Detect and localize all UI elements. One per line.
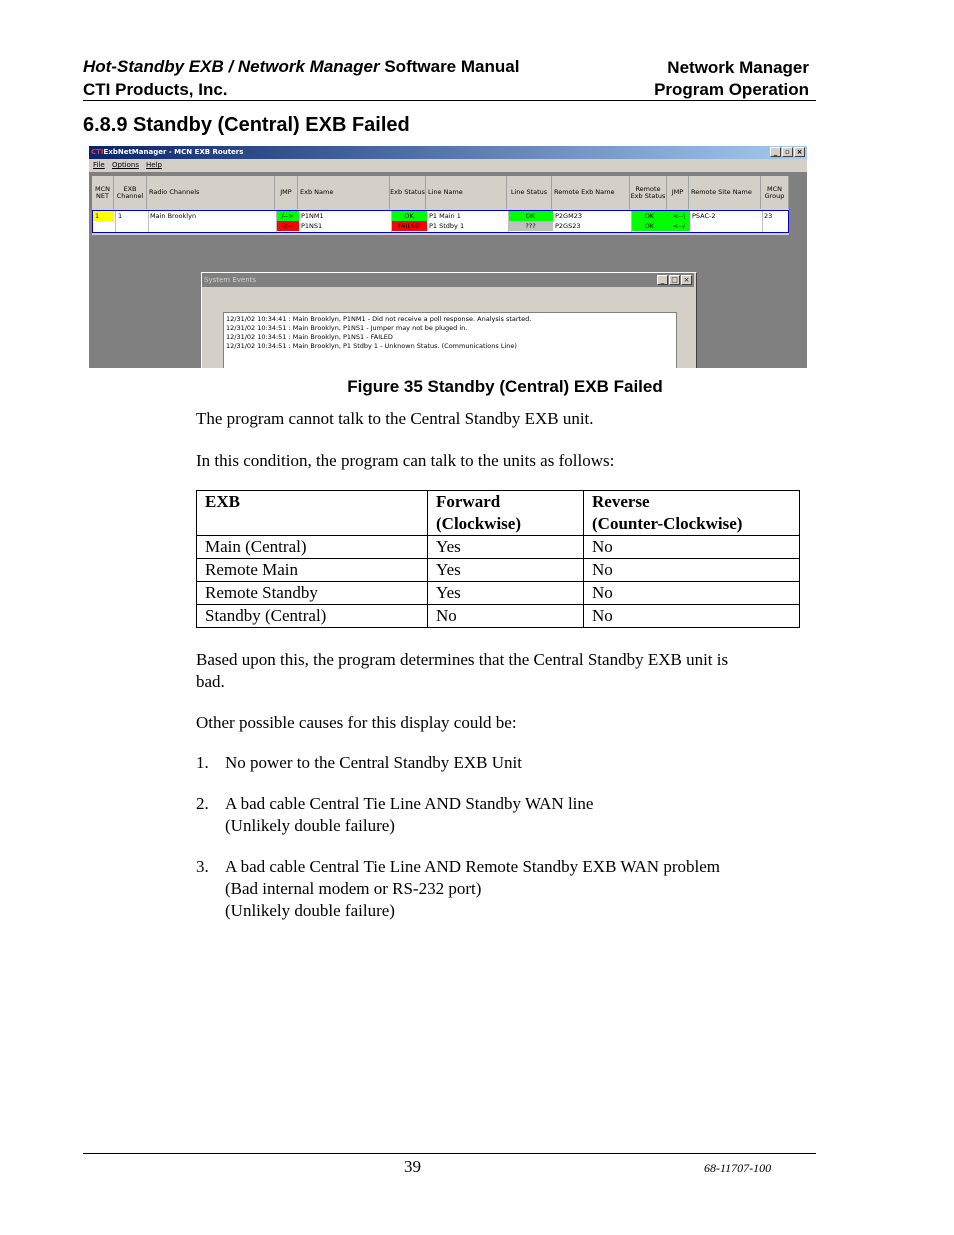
minimize-icon[interactable]: _ [657, 275, 668, 285]
col-mcn-net[interactable]: MCN NET [92, 176, 114, 209]
paragraph-line: bad. [196, 672, 225, 691]
table-cell: No [584, 582, 800, 605]
event-line: 12/31/02 10:34:51 : Main Brooklyn, P1NS1 - FAILED [226, 333, 393, 341]
cell-jmp[interactable]: /--> [276, 211, 299, 221]
app-logo: CTI [91, 148, 104, 156]
grid-divider [508, 211, 509, 232]
section-heading: 6.8.9 Standby (Central) EXB Failed [83, 114, 410, 136]
communication-table [196, 490, 800, 628]
list-item-line: (Bad internal modem or RS-232 port) [225, 879, 482, 898]
list-number: 1. [196, 753, 209, 772]
cell-remote-status[interactable]: OK [631, 211, 668, 221]
col-line-status[interactable]: Line Status [507, 176, 552, 209]
figure-screenshot [89, 146, 807, 368]
table-header-cell: Forward (Clockwise) [428, 491, 584, 536]
grid-divider [631, 211, 632, 232]
cell-jmp-remote[interactable]: <--/ [668, 221, 690, 231]
event-line: 12/31/02 10:34:41 : Main Brooklyn, P1NM1 - Did not receive a poll response. Analysis started. [226, 315, 532, 323]
col-exb-name[interactable]: Exb Name [298, 176, 390, 209]
cell-remote-exb[interactable]: P2GS23 [555, 222, 581, 230]
cell-group[interactable]: 23 [764, 212, 773, 220]
col-remote-exb-name[interactable]: Remote Exb Name [552, 176, 630, 209]
close-icon[interactable]: × [681, 275, 692, 285]
cell-mcn-net[interactable]: 1 [93, 211, 114, 221]
header-title [83, 56, 519, 78]
table-cell: No [584, 559, 800, 582]
page-number: 39 [404, 1157, 421, 1176]
header-section: Network Manager [667, 58, 809, 77]
cell-line-status[interactable]: ??? [508, 221, 553, 231]
cell-exb-status[interactable]: FAILED [391, 221, 427, 231]
menubar [89, 159, 807, 172]
table-row [197, 559, 800, 582]
restore-icon[interactable]: ▫ [782, 147, 793, 157]
events-titlebar [202, 273, 694, 287]
table-cell: Remote Main [197, 559, 428, 582]
menu-help[interactable]: Help [146, 161, 162, 169]
grid-rows [92, 210, 789, 233]
footer-rule [83, 1153, 816, 1154]
cell-site[interactable]: PSAC-2 [692, 212, 716, 220]
col-remote-site-name[interactable]: Remote Site Name [689, 176, 761, 209]
cell-mcn-net[interactable] [93, 221, 114, 231]
window-titlebar [89, 146, 807, 159]
table-cell: Remote Standby [197, 582, 428, 605]
table-cell: No [428, 605, 584, 628]
table-cell: Standby (Central) [197, 605, 428, 628]
list-item-line: (Unlikely double failure) [225, 901, 395, 920]
router-grid [92, 176, 789, 235]
header-subsection: Program Operation [654, 80, 809, 99]
grid-divider [276, 211, 277, 232]
col-jmp[interactable]: JMP [275, 176, 298, 209]
minimize-icon[interactable]: _ [770, 147, 781, 157]
table-cell: Yes [428, 536, 584, 559]
cell-jmp-remote[interactable]: <--\ [668, 211, 690, 221]
close-icon[interactable]: × [794, 147, 805, 157]
table-header-row [197, 491, 800, 536]
cell-exb-status[interactable]: OK [391, 211, 427, 221]
paragraph [196, 649, 728, 693]
grid-divider [148, 211, 149, 232]
header-company: CTI Products, Inc. [83, 80, 228, 99]
grid-divider [762, 211, 763, 232]
list-number: 3. [196, 857, 209, 876]
cell-line-name[interactable]: P1 Stdby 1 [429, 222, 465, 230]
event-line: 12/31/02 10:34:51 : Main Brooklyn, P1NS1 - Jumper may not be pluged in. [226, 324, 468, 332]
table-row [197, 582, 800, 605]
events-list[interactable] [223, 312, 677, 368]
list-number: 2. [196, 794, 209, 813]
list-item-line: A bad cable Central Tie Line AND Standby WAN line [225, 794, 594, 813]
col-line-name[interactable]: Line Name [426, 176, 507, 209]
cell-line-name[interactable]: P1 Main 1 [429, 212, 461, 220]
list-item [225, 856, 720, 922]
figure-caption: Figure 35 Standby (Central) EXB Failed [347, 377, 663, 396]
cell-jmp[interactable]: <-- [276, 221, 299, 231]
col-exb-status[interactable]: Exb Status [390, 176, 426, 209]
table-row [197, 605, 800, 628]
list-item [225, 752, 522, 774]
list-item [225, 793, 593, 837]
menu-file[interactable]: File [93, 161, 105, 169]
list-item-line: (Unlikely double failure) [225, 816, 395, 835]
paragraph-line: Based upon this, the program determines that the Central Standby EXB unit is [196, 650, 729, 669]
grid-divider [391, 211, 392, 232]
paragraph: In this condition, the program can talk to the units as follows: [196, 451, 615, 470]
paragraph: Other possible causes for this display could be: [196, 713, 517, 732]
table-cell: Main (Central) [197, 536, 428, 559]
grid-divider [115, 211, 116, 232]
events-title: System Events [204, 276, 257, 284]
event-line: 12/31/02 10:34:51 : Main Brooklyn, P1 Stdby 1 - Unknown Status. (Communications Line) [226, 342, 517, 350]
cell-radio[interactable]: Main Brooklyn [150, 212, 197, 220]
system-events-window [201, 272, 697, 368]
header-doc-type: Software Manual [384, 57, 520, 76]
cell-exb-name[interactable]: P1NM1 [301, 212, 324, 220]
header-product: Hot-Standby EXB / Network Manager [83, 57, 380, 76]
col-jmp-remote[interactable]: JMP [667, 176, 689, 209]
table-cell: No [584, 605, 800, 628]
doc-number: 68-11707-100 [704, 1161, 772, 1175]
col-remote-exb-status[interactable]: Remote Exb Status [630, 176, 667, 209]
menu-options[interactable]: Options [112, 161, 140, 169]
cell-remote-status[interactable]: OK [631, 221, 668, 231]
table-cell: Yes [428, 559, 584, 582]
cell-channel[interactable]: 1 [118, 212, 123, 220]
col-mcn-group[interactable]: MCN Group [761, 176, 789, 209]
table-cell: No [584, 536, 800, 559]
col-radio-channels[interactable]: Radio Channels [147, 176, 275, 209]
cell-exb-name[interactable]: P1NS1 [301, 222, 323, 230]
col-exb-channel[interactable]: EXB Channel [114, 176, 147, 209]
table-header-cell: EXB [197, 491, 428, 536]
cell-line-status[interactable]: OK [508, 211, 553, 221]
cell-remote-exb[interactable]: P2GM23 [555, 212, 582, 220]
list-item-line: A bad cable Central Tie Line AND Remote Standby EXB WAN problem [225, 857, 720, 876]
table-row [197, 536, 800, 559]
table-header-cell: Reverse (Counter-Clockwise) [584, 491, 800, 536]
window-title: ExbNetManager - MCN EXB Routers [103, 148, 244, 156]
table-cell: Yes [428, 582, 584, 605]
list-item-line: No power to the Central Standby EXB Unit [225, 753, 522, 772]
paragraph: The program cannot talk to the Central Standby EXB unit. [196, 409, 594, 428]
maximize-icon[interactable]: □ [669, 275, 680, 285]
header-rule [83, 100, 816, 101]
